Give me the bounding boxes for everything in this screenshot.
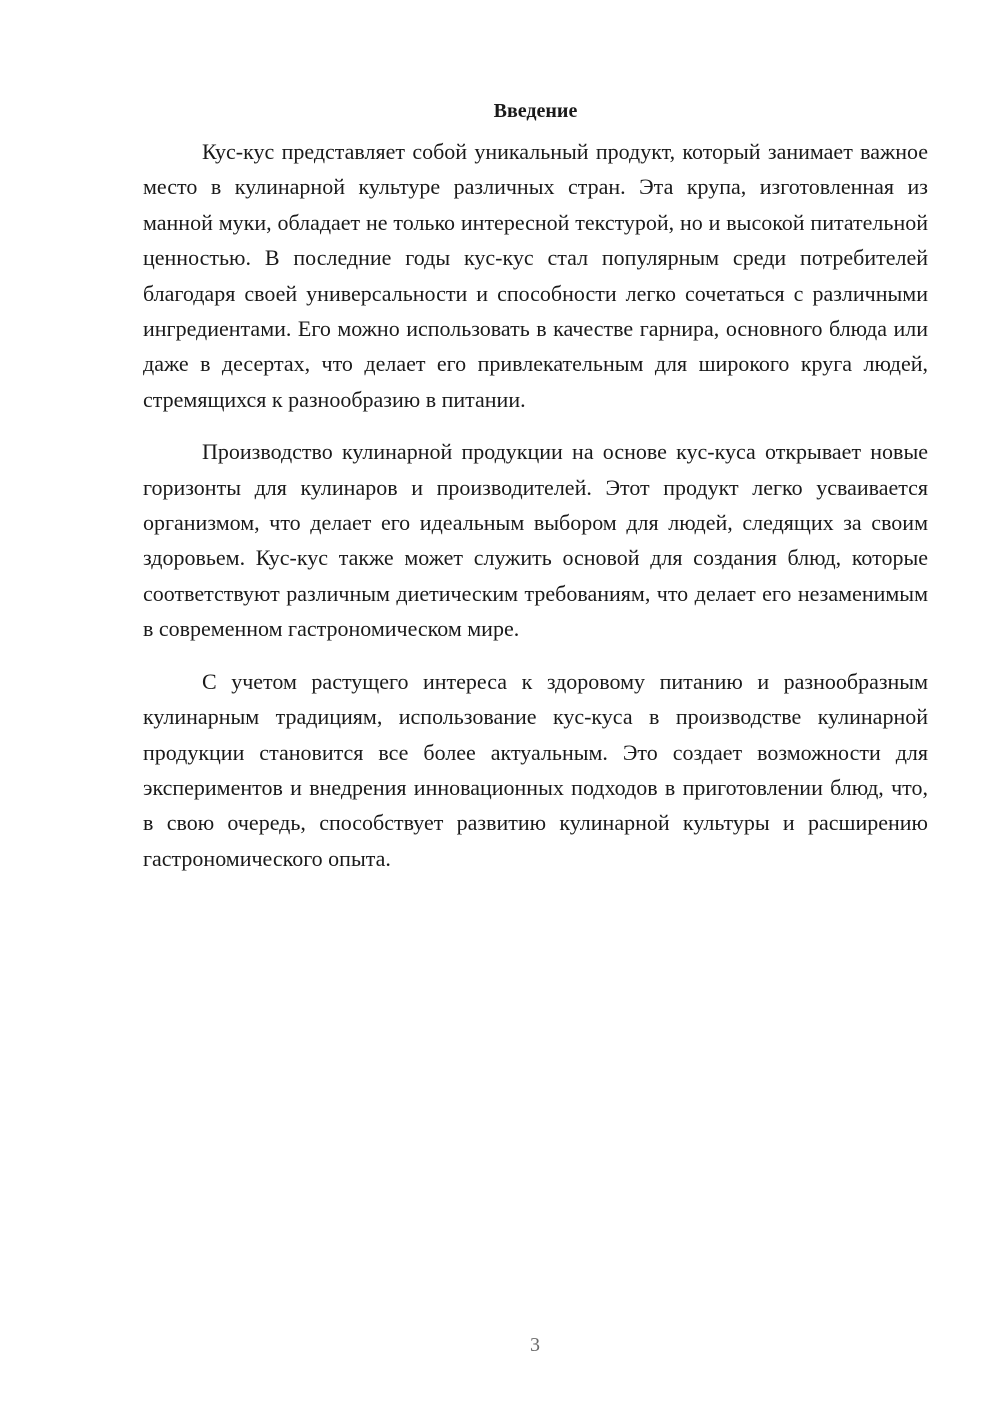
page-number: 3 [530,1334,540,1356]
section-title: Введение [493,100,578,122]
paragraph-2: Производство кулинарной продукции на основе кус-куса открывает новые горизонты для кулинаров и производителей. Этот продукт легко усваивается организмом, что делает его идеальным выбором для людей, следящих за своим здоровьем. Кус-кус также может служить основой для создания блюд, которые соответствуют различным диетическим требованиям, что делает его незаменимым в современном гастрономическом мире. [143,439,928,642]
paragraph-1: Кус-кус представляет собой уникальный продукт, который занимает важное место в кулинарной культуре различных стран. Эта крупа, изготовленная из манной муки, обладает не только интересной текстурой, но и высокой питательной ценностью. В последние годы кус-кус стал популярным среди потребителей благодаря своей универсальности и способности легко сочетаться с различными ингредиентами. Его можно использовать в качестве гарнира, основного блюда или даже в десертах, что делает его привлекательным для широкого круга людей, стремящихся к разнообразию в питании. [143,139,928,412]
page-content [143,96,928,893]
paragraph-3: С учетом растущего интереса к здоровому питанию и разнообразным кулинарным традициям, использование кус-куса в производстве кулинарной продукции становится все более актуальным. Это создает возможности для экспериментов и внедрения инновационных подходов в приготовлении блюд, что, в свою очередь, способствует развитию кулинарной культуры и расширению гастрономического опыта. [143,668,928,871]
